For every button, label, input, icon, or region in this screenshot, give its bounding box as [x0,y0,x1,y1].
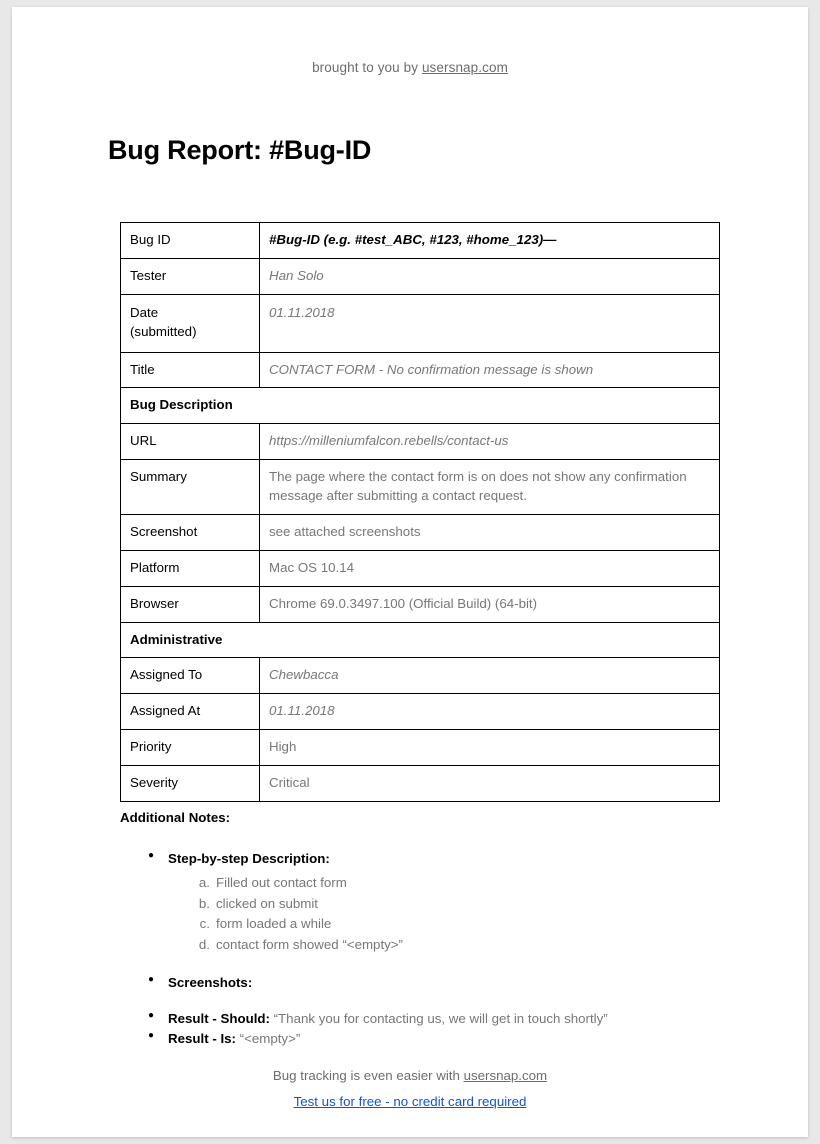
row-value-assigned-to: Chewbacca [260,658,720,694]
table-row [121,424,720,460]
result-is-label: Result - Is: [168,1031,236,1047]
table-section-row [121,388,720,424]
list-item [168,873,720,894]
footer-tagline [12,1066,808,1087]
row-label-severity: Severity [121,766,260,802]
list-item [168,894,720,915]
row-value-summary: The page where the contact form is on does not show any confirmation message after submitting a contact request. [260,460,720,515]
footer-tagline-prefix: Bug tracking is even easier with [272,1068,464,1083]
step-text-a: Filled out contact form [216,874,347,890]
list-item [168,935,720,956]
step-marker-a: a. [198,874,210,890]
table-row [121,294,720,352]
page-footer [12,1066,808,1112]
row-value-url: https://milleniumfalcon.rebells/contact-us [260,424,720,460]
table-row [121,258,720,294]
list-item-result-is [120,1029,720,1049]
usersnap-footer-link[interactable]: usersnap.com [463,1068,548,1083]
section-header-administrative: Administrative [121,622,720,658]
document-page [12,7,808,1137]
table-row [121,460,720,515]
step-marker-d: d. [198,936,210,952]
row-label-bug-id: Bug ID [121,223,260,259]
notes-bullet-list [120,849,720,1049]
row-label-date-submitted [121,294,260,352]
row-value-bug-id: #Bug-ID (e.g. #test_ABC, #123, #home_123)— [260,223,720,259]
row-value-browser: Chrome 69.0.3497.100 (Official Build) (64-bit) [260,586,720,622]
section-header-bug-description: Bug Description [121,388,720,424]
step-text-d: contact form showed “<empty>” [216,936,403,952]
list-item-screenshots [120,973,720,993]
step-marker-b: b. [198,895,210,911]
screenshots-label: Screenshots: [168,975,253,991]
row-label-summary: Summary [121,460,260,515]
row-value-severity: Critical [260,766,720,802]
row-label-date-line-2: (submitted) [130,323,197,339]
free-trial-link[interactable]: Test us for free - no credit card required [293,1093,527,1109]
list-item [168,914,720,935]
table-section-row [121,622,720,658]
bug-report-table-body [121,223,720,802]
row-label-assigned-at: Assigned At [121,694,260,730]
result-is-value: “<empty>” [235,1031,301,1047]
row-value-date-submitted: 01.11.2018 [260,294,720,352]
table-row [121,694,720,730]
row-value-title: CONTACT FORM - No confirmation message is shown [260,352,720,388]
table-row [121,550,720,586]
page-title: Bug Report: #Bug-ID [108,135,372,165]
step-marker-c: c. [199,916,210,932]
row-label-screenshot: Screenshot [121,514,260,550]
list-spacer [120,993,720,1009]
usersnap-header-link[interactable]: usersnap.com [421,60,508,75]
table-row [121,766,720,802]
bug-report-table [120,222,720,802]
row-label-platform: Platform [121,550,260,586]
row-label-browser: Browser [121,586,260,622]
list-item-result-should [120,1009,720,1029]
table-row [121,223,720,259]
row-label-assigned-to: Assigned To [121,658,260,694]
row-label-url: URL [121,424,260,460]
additional-notes-heading: Additional Notes: [120,810,231,825]
row-value-assigned-at: 01.11.2018 [260,694,720,730]
row-value-tester: Han Solo [260,258,720,294]
step-text-b: clicked on submit [216,895,318,911]
footer-cta [12,1092,808,1113]
row-label-title: Title [121,352,260,388]
row-label-priority: Priority [121,730,260,766]
attribution-header [12,60,808,75]
table-row [121,730,720,766]
table-row [121,514,720,550]
list-item-step-by-step [120,849,720,955]
row-label-tester: Tester [121,258,260,294]
step-sub-list [168,873,720,955]
table-row [121,586,720,622]
table-row [121,352,720,388]
step-text-c: form loaded a while [216,916,332,932]
attribution-prefix: brought to you by [312,60,422,75]
table-row [121,658,720,694]
additional-notes-section [120,810,720,1049]
list-spacer [120,955,720,973]
row-value-screenshot: see attached screenshots [260,514,720,550]
row-label-date-line-1: Date [130,304,159,320]
result-should-label: Result - Should: [168,1011,270,1027]
result-should-value: “Thank you for contacting us, we will get in touch shortly” [269,1011,608,1027]
row-value-priority: High [260,730,720,766]
step-by-step-label: Step-by-step Description: [168,851,330,866]
row-value-platform: Mac OS 10.14 [260,550,720,586]
